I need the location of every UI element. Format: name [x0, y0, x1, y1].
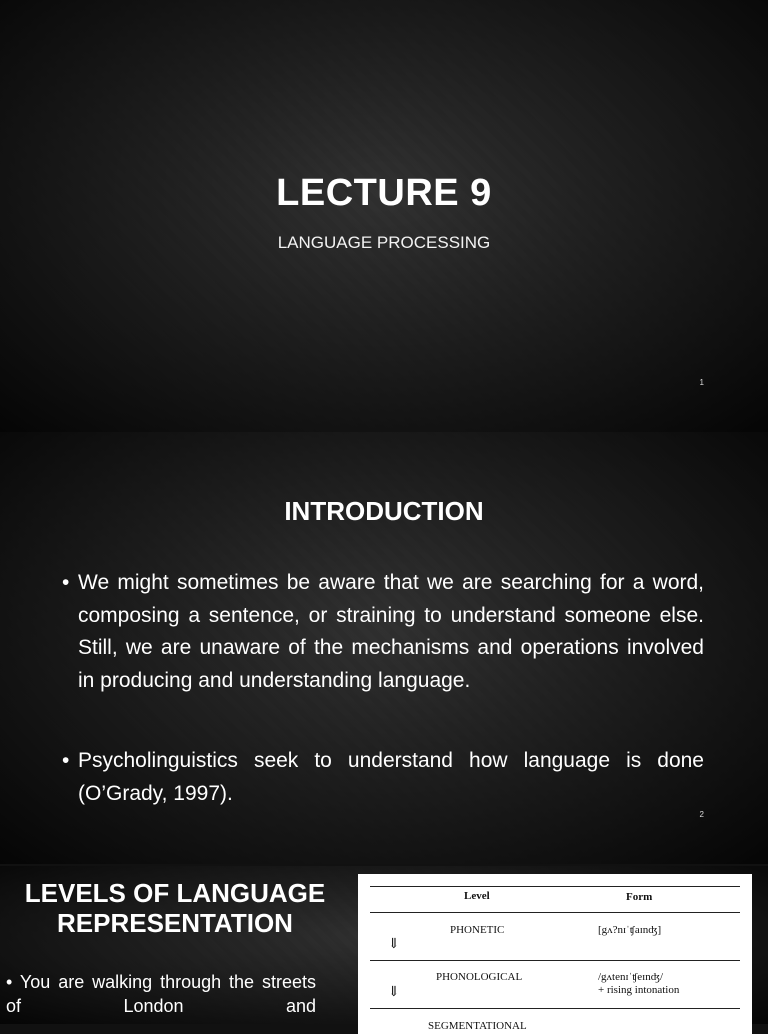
- slide-heading: INTRODUCTION: [284, 496, 484, 526]
- slide-2: [0, 432, 768, 864]
- bullet-dot: •: [6, 972, 20, 992]
- bullet-dot: •: [62, 571, 70, 594]
- slide-heading: [8, 878, 342, 938]
- table-rule: [370, 912, 740, 913]
- bullet-text: Psycholinguistics seek to understand how language is done (O’Grady, 1997).: [78, 749, 704, 805]
- table-cell-form: [gʌ?nɪˈʧaɪnʤ]: [598, 924, 662, 936]
- slide-3: [0, 866, 768, 1032]
- table-header-level: Level: [464, 890, 490, 902]
- table-rule: [370, 886, 740, 887]
- slide-number: 2: [699, 810, 704, 819]
- table-cell-level: SEGMENTATIONAL: [428, 1020, 527, 1032]
- bullet-item: [62, 567, 704, 697]
- bullet-item: [62, 745, 704, 810]
- down-arrow-icon: ⇓: [388, 985, 400, 1000]
- down-arrow-icon: ⇓: [388, 937, 400, 952]
- slide-number: 1: [699, 378, 704, 387]
- table-cell-level: PHONETIC: [450, 924, 505, 936]
- slide-title: LECTURE 9: [276, 172, 492, 214]
- table-rule: [370, 1008, 740, 1009]
- heading-line: REPRESENTATION: [57, 908, 293, 938]
- heading-line: LEVELS OF LANGUAGE: [24, 878, 326, 908]
- slide-subtitle: LANGUAGE PROCESSING: [277, 233, 491, 252]
- levels-table-figure: [358, 874, 752, 1034]
- table-cell-form-note: + rising intonation: [598, 984, 680, 996]
- bullet-dot: •: [62, 749, 70, 772]
- bullet-text: We might sometimes be aware that we are searching for a word, composing a sentence, or straining to understand someone else. Still, we are unaware of the mechanisms and operations involved in producing and understanding language.: [78, 571, 704, 692]
- bullet-item: [6, 970, 316, 1018]
- table-cell-level: PHONOLOGICAL: [436, 971, 523, 983]
- bullet-text: You are walking through the streets of London and: [6, 972, 317, 1016]
- table-header-form: Form: [626, 891, 653, 903]
- table-cell-form: /gʌtenɪˈʧeɪnʤ/: [598, 971, 664, 983]
- table-rule: [370, 960, 740, 961]
- slide-1: [0, 0, 768, 432]
- bullet-list: [62, 567, 704, 858]
